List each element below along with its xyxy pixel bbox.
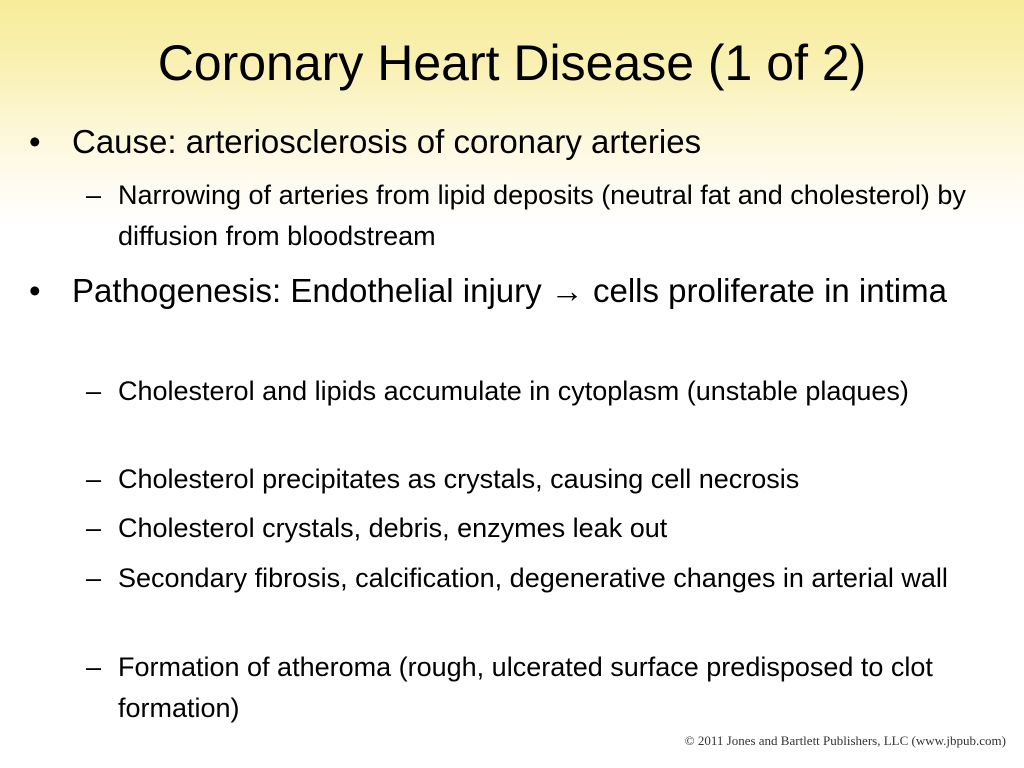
sub-bullet-crystals-necrosis [86, 459, 998, 500]
sub-bullet-atheroma [86, 647, 998, 729]
sub-bullet-leak-out [86, 508, 998, 549]
sub-bullet-marker: – [86, 563, 102, 593]
sub-bullet-marker: – [86, 652, 102, 682]
slide-title: Coronary Heart Disease (1 of 2) [157, 35, 867, 91]
sub-bullet-cholesterol-accumulate [86, 371, 998, 412]
bullet-cause [29, 121, 992, 163]
bullet-pathogenesis [29, 270, 992, 312]
bullet-marker: • [29, 272, 41, 309]
copyright-notice: © 2011 Jones and Bartlett Publishers, LLC (www.jbpub.com) [684, 733, 1006, 748]
sub-bullet-marker: – [86, 180, 102, 210]
sub-bullet-text: Cholesterol crystals, debris, enzymes leak out [118, 513, 668, 543]
sub-bullet-text: Cholesterol and lipids accumulate in cytoplasm (unstable plaques) [118, 376, 909, 406]
bullet-text: Cause: arteriosclerosis of coronary arteries [72, 123, 702, 160]
sub-bullet-text: Narrowing of arteries from lipid deposits (neutral fat and cholesterol) by diffusion from bloodstream [118, 180, 966, 251]
bullet-text: Pathogenesis: Endothelial injury → cells proliferate in intima [72, 272, 947, 309]
sub-bullet-fibrosis [86, 558, 998, 599]
sub-bullet-text: Cholesterol precipitates as crystals, causing cell necrosis [118, 464, 800, 494]
sub-bullet-marker: – [86, 464, 102, 494]
sub-bullet-narrowing [86, 175, 998, 257]
sub-bullet-marker: – [86, 513, 102, 543]
bullet-marker: • [29, 123, 41, 160]
sub-bullet-text: Formation of atheroma (rough, ulcerated surface predisposed to clot formation) [118, 652, 933, 723]
sub-bullet-marker: – [86, 376, 102, 406]
sub-bullet-text: Secondary fibrosis, calcification, degenerative changes in arterial wall [118, 563, 948, 593]
